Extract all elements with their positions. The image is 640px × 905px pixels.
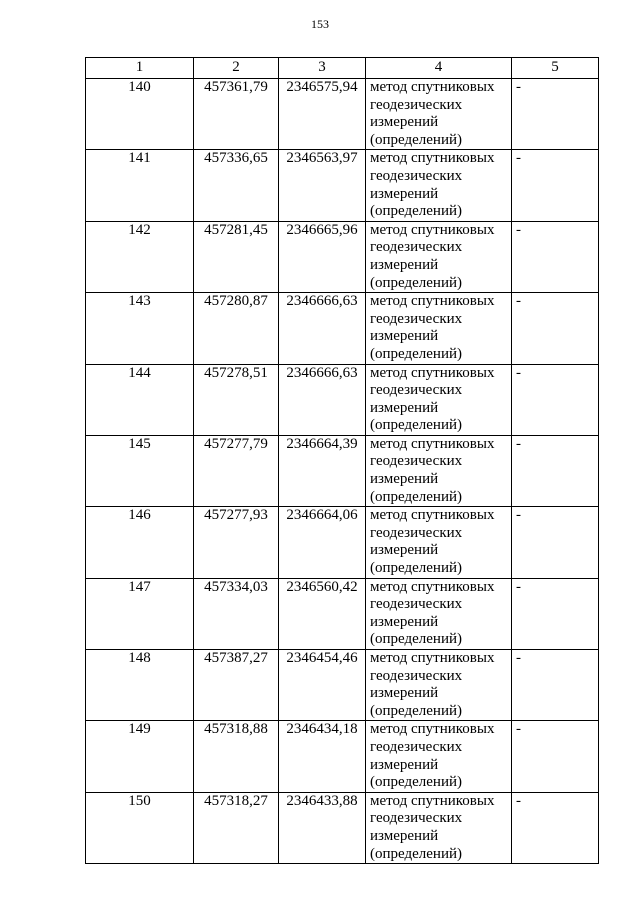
y-coordinate-cell: 2346664,39 bbox=[279, 435, 366, 506]
table-row bbox=[86, 792, 599, 863]
table-row bbox=[86, 650, 599, 721]
table-row bbox=[86, 221, 599, 292]
table-header-row bbox=[86, 58, 599, 79]
x-coordinate-cell: 457277,93 bbox=[194, 507, 279, 578]
note-cell: - bbox=[512, 650, 599, 721]
y-coordinate-cell: 2346434,18 bbox=[279, 721, 366, 792]
table-row bbox=[86, 364, 599, 435]
method-cell: метод спутниковых геодезических измерений (определений) bbox=[366, 221, 512, 292]
point-number-cell: 141 bbox=[86, 150, 194, 221]
note-cell: - bbox=[512, 364, 599, 435]
x-coordinate-cell: 457277,79 bbox=[194, 435, 279, 506]
x-coordinate-cell: 457278,51 bbox=[194, 364, 279, 435]
note-cell: - bbox=[512, 721, 599, 792]
point-number-cell: 147 bbox=[86, 578, 194, 649]
point-number-cell: 150 bbox=[86, 792, 194, 863]
x-coordinate-cell: 457318,88 bbox=[194, 721, 279, 792]
note-cell: - bbox=[512, 578, 599, 649]
y-coordinate-cell: 2346454,46 bbox=[279, 650, 366, 721]
column-header-1: 1 bbox=[86, 58, 194, 79]
point-number-cell: 145 bbox=[86, 435, 194, 506]
note-cell: - bbox=[512, 792, 599, 863]
method-cell: метод спутниковых геодезических измерений (определений) bbox=[366, 792, 512, 863]
method-cell: метод спутниковых геодезических измерений (определений) bbox=[366, 293, 512, 364]
y-coordinate-cell: 2346560,42 bbox=[279, 578, 366, 649]
note-cell: - bbox=[512, 435, 599, 506]
x-coordinate-cell: 457336,65 bbox=[194, 150, 279, 221]
method-cell: метод спутниковых геодезических измерений (определений) bbox=[366, 507, 512, 578]
method-cell: метод спутниковых геодезических измерений (определений) bbox=[366, 364, 512, 435]
x-coordinate-cell: 457280,87 bbox=[194, 293, 279, 364]
point-number-cell: 149 bbox=[86, 721, 194, 792]
point-number-cell: 144 bbox=[86, 364, 194, 435]
column-header-5: 5 bbox=[512, 58, 599, 79]
note-cell: - bbox=[512, 293, 599, 364]
note-cell: - bbox=[512, 507, 599, 578]
x-coordinate-cell: 457387,27 bbox=[194, 650, 279, 721]
note-cell: - bbox=[512, 221, 599, 292]
y-coordinate-cell: 2346575,94 bbox=[279, 79, 366, 150]
y-coordinate-cell: 2346563,97 bbox=[279, 150, 366, 221]
x-coordinate-cell: 457281,45 bbox=[194, 221, 279, 292]
point-number-cell: 140 bbox=[86, 79, 194, 150]
method-cell: метод спутниковых геодезических измерений (определений) bbox=[366, 150, 512, 221]
method-cell: метод спутниковых геодезических измерений (определений) bbox=[366, 79, 512, 150]
table-row bbox=[86, 293, 599, 364]
method-cell: метод спутниковых геодезических измерений (определений) bbox=[366, 650, 512, 721]
column-header-4: 4 bbox=[366, 58, 512, 79]
point-number-cell: 148 bbox=[86, 650, 194, 721]
table-row bbox=[86, 150, 599, 221]
table-body bbox=[86, 79, 599, 864]
table-row bbox=[86, 79, 599, 150]
note-cell: - bbox=[512, 150, 599, 221]
y-coordinate-cell: 2346666,63 bbox=[279, 293, 366, 364]
method-cell: метод спутниковых геодезических измерений (определений) bbox=[366, 578, 512, 649]
x-coordinate-cell: 457361,79 bbox=[194, 79, 279, 150]
point-number-cell: 146 bbox=[86, 507, 194, 578]
point-number-cell: 143 bbox=[86, 293, 194, 364]
method-cell: метод спутниковых геодезических измерений (определений) bbox=[366, 721, 512, 792]
table-row bbox=[86, 507, 599, 578]
point-number-cell: 142 bbox=[86, 221, 194, 292]
y-coordinate-cell: 2346666,63 bbox=[279, 364, 366, 435]
y-coordinate-cell: 2346665,96 bbox=[279, 221, 366, 292]
coordinates-table bbox=[85, 57, 599, 864]
method-cell: метод спутниковых геодезических измерений (определений) bbox=[366, 435, 512, 506]
y-coordinate-cell: 2346433,88 bbox=[279, 792, 366, 863]
column-header-2: 2 bbox=[194, 58, 279, 79]
x-coordinate-cell: 457334,03 bbox=[194, 578, 279, 649]
column-header-3: 3 bbox=[279, 58, 366, 79]
y-coordinate-cell: 2346664,06 bbox=[279, 507, 366, 578]
page-number: 153 bbox=[311, 17, 329, 31]
table-row bbox=[86, 721, 599, 792]
table-row bbox=[86, 578, 599, 649]
note-cell: - bbox=[512, 79, 599, 150]
x-coordinate-cell: 457318,27 bbox=[194, 792, 279, 863]
table-row bbox=[86, 435, 599, 506]
